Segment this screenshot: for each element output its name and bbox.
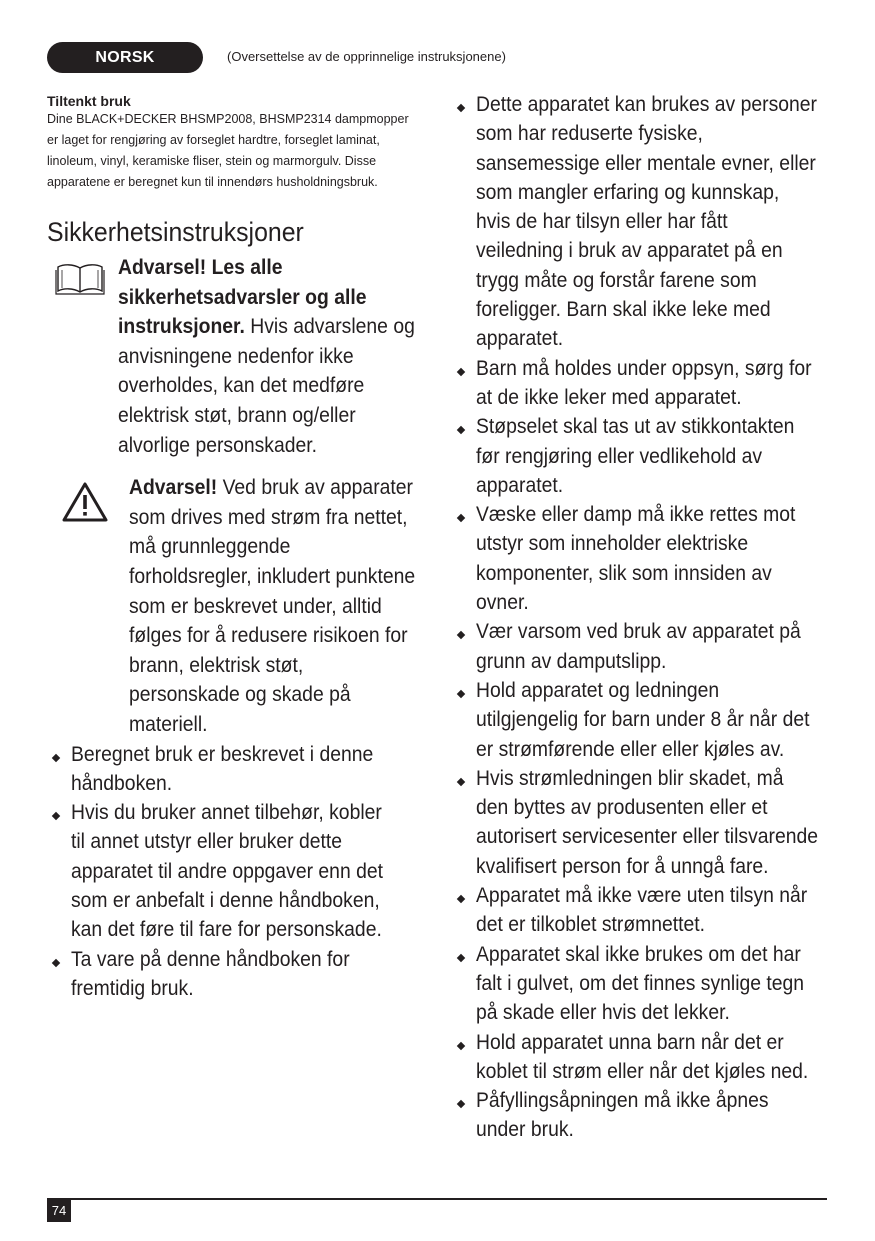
warning-triangle-icon [62,482,108,527]
list-item: Beregnet bruk er beskrevet i denne håndboken. [47,740,431,799]
bullet-diamond-icon [457,690,465,698]
list-item: Vær varsom ved bruk av apparatet på grunn av damputslipp. [452,617,856,676]
page-number: 74 [47,1199,71,1222]
list-item: Ta vare på denne håndboken for fremtidig bruk. [47,945,431,1004]
list-item: Påfyllingsåpningen må ikke åpnes under bruk. [452,1086,856,1145]
bullet-diamond-icon [52,958,60,966]
list-item: Hold apparatet og ledningen utilgjengelig for barn under 8 år når det er strømførende eller eller kjøles av. [452,676,856,764]
bullet-diamond-icon [457,631,465,639]
bullet-diamond-icon [457,104,465,112]
warning-mains-text: Advarsel! Ved bruk av apparater som drives med strøm fra nettet, må grunnleggende forholdsregler, inkludert punktene som er beskrevet under, alltid følges for å redusere risikoen for brann, elektrisk støt, personskade og skade på materiell. [129,475,416,736]
safety-section-title: Sikkerhetsinstruksjoner [47,217,304,247]
bullet-diamond-icon [457,426,465,434]
list-item: Hold apparatet unna barn når det er koblet til strøm eller når det kjøles ned. [452,1028,856,1087]
list-item: Hvis strømledningen blir skadet, må den byttes av produsenten eller et autorisert servicesenter eller tilsvarende kvalifisert person for å unngå fare. [452,764,856,881]
list-item: Dette apparatet kan brukes av personer som har reduserte fysiske, sansemessige eller mentale evner, eller som mangler erfaring og kunnskap, hvis de har tilsyn eller har fått veiledning i bruk av apparatet på en trygg måte og forstår farene som foreligger. Barn skal ikke leke med apparatet. [452,90,856,354]
footer-divider [47,1198,827,1200]
mains-safety-warning [47,473,417,739]
warning-read-text: Advarsel! Les alle sikkerhetsadvarsler og alle instruksjoner. Hvis advarslene og anvisningene nedenfor ikke overholdes, kan det medføre elektrisk støt, brann og/eller alvorlige personskader. [118,255,415,457]
bullet-diamond-icon [457,514,465,522]
translation-note: (Oversettelse av de opprinnelige instruksjonene) [227,49,506,64]
list-item: Barn må holdes under oppsyn, sørg for at de ikke leker med apparatet. [452,354,856,413]
list-item: Hvis du bruker annet tilbehør, kobler til annet utstyr eller bruker dette apparatet til andre oppgaver enn det som er anbefalt i denne håndboken, kan det føre til fare for personskade. [47,798,431,944]
manual-book-icon [55,261,105,300]
bullet-diamond-icon [457,895,465,903]
bullet-diamond-icon [457,367,465,375]
intended-use-title: Tiltenkt bruk [47,93,131,109]
left-column [47,90,417,1003]
bullet-diamond-icon [457,1041,465,1049]
bullet-diamond-icon [52,753,60,761]
list-item: Væske eller damp må ikke rettes mot utstyr som inneholder elektriske komponenter, slik som innsiden av ovner. [452,500,856,617]
intended-use-body: Dine BLACK+DECKER BHSMP2008, BHSMP2314 dampmopper er laget for rengjøring av forseglet hardtre, forseglet laminat, linoleum, vinyl, keramiske fliser, stein og marmorgulv. Disse apparatene er beregnet kun til innendørs husholdningsbruk. [47,112,409,189]
language-badge: NORSK [47,42,203,73]
bullet-diamond-icon [457,778,465,786]
bullet-diamond-icon [52,812,60,820]
list-item: Støpselet skal tas ut av stikkontakten før rengjøring eller vedlikehold av apparatet. [452,412,856,500]
list-item: Apparatet skal ikke brukes om det har falt i gulvet, om det finnes synlige tegn på skade eller hvis det lekker. [452,940,856,1028]
list-item: Apparatet må ikke være uten tilsyn når det er tilkoblet strømnettet. [452,881,856,940]
bullet-diamond-icon [457,953,465,961]
left-bullet-list [47,740,417,1004]
right-column [452,90,832,1145]
read-instructions-warning [47,253,417,460]
right-bullet-list [452,90,832,1145]
bullet-diamond-icon [457,1100,465,1108]
